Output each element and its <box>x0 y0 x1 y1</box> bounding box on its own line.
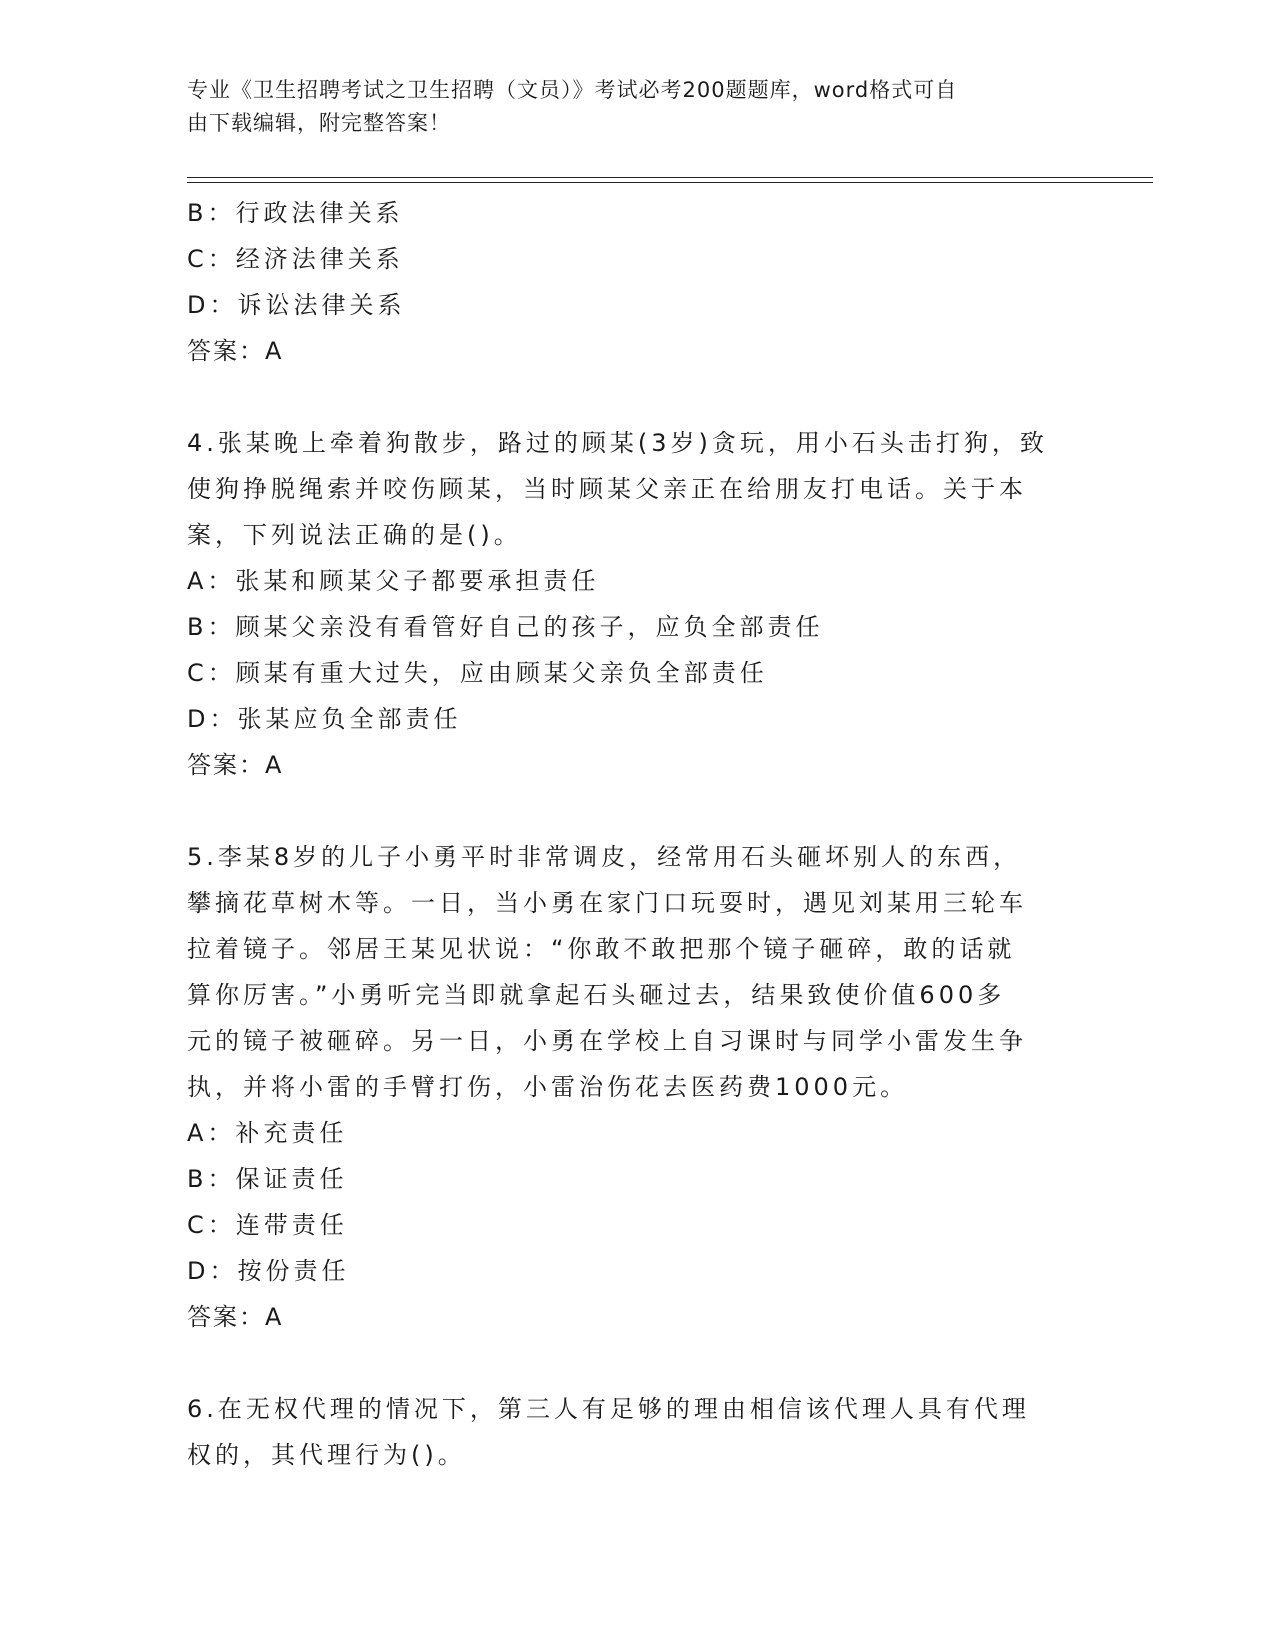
question-6 <box>187 1386 1087 1478</box>
q6-stem-line-2: 权的，其代理行为()。 <box>187 1441 466 1469</box>
q4-option-c: C：顾某有重大过失，应由顾某父亲负全部责任 <box>187 659 768 687</box>
q5-option-c: C：连带责任 <box>187 1211 348 1239</box>
q5-option-b: B：保证责任 <box>187 1165 348 1193</box>
q5-option-a: A：补充责任 <box>187 1119 348 1147</box>
q3-option-d: D：诉讼法律关系 <box>187 291 406 319</box>
spacer <box>187 374 1087 420</box>
header-divider-top <box>187 177 1153 178</box>
q4-option-a: A：张某和顾某父子都要承担责任 <box>187 567 600 595</box>
q5-stem-line-3: 拉着镜子。邻居王某见状说：“你敢不敢把那个镜子砸碎，敢的话就 <box>187 935 1016 963</box>
q4-answer: 答案：A <box>187 751 284 779</box>
question-3 <box>187 190 1087 374</box>
spacer <box>187 788 1087 834</box>
question-content <box>187 190 1087 1478</box>
q4-stem-line-2: 使狗挣脱绳索并咬伤顾某，当时顾某父亲正在给朋友打电话。关于本 <box>187 475 1027 503</box>
question-4 <box>187 420 1087 788</box>
q5-stem-line-2: 攀摘花草树木等。一日，当小勇在家门口玩耍时，遇见刘某用三轮车 <box>187 889 1027 917</box>
q5-stem-line-4: 算你厉害。”小勇听完当即就拿起石头砸过去，结果致使价值600多 <box>187 981 1006 1009</box>
document-header <box>187 74 1087 140</box>
q6-stem-line-1: 6.在无权代理的情况下，第三人有足够的理由相信该代理人具有代理 <box>187 1395 1030 1423</box>
question-5 <box>187 834 1087 1340</box>
q3-answer: 答案：A <box>187 337 284 365</box>
q5-stem-line-1: 5.李某8岁的儿子小勇平时非常调皮，经常用石头砸坏别人的东西， <box>187 843 1022 871</box>
header-divider-bottom <box>187 182 1153 183</box>
q3-option-c: C：经济法律关系 <box>187 245 404 273</box>
q5-answer: 答案：A <box>187 1303 284 1331</box>
q5-option-d: D：按份责任 <box>187 1257 350 1285</box>
q4-option-d: D：张某应负全部责任 <box>187 705 462 733</box>
spacer <box>187 1340 1087 1386</box>
q4-stem-line-1: 4.张某晚上牵着狗散步，路过的顾某(3岁)贪玩，用小石头击打狗，致 <box>187 429 1048 457</box>
header-line-1: 专业《卫生招聘考试之卫生招聘（文员）》考试必考200题题库，word格式可自 <box>187 78 958 102</box>
q4-stem-line-3: 案，下列说法正确的是()。 <box>187 521 522 549</box>
q3-option-b: B：行政法律关系 <box>187 199 404 227</box>
q5-stem-line-5: 元的镜子被砸碎。另一日，小勇在学校上自习课时与同学小雷发生争 <box>187 1027 1027 1055</box>
header-line-2: 由下载编辑，附完整答案！ <box>187 111 451 135</box>
q5-stem-line-6: 执，并将小雷的手臂打伤，小雷治伤花去医药费1000元。 <box>187 1073 909 1101</box>
q4-option-b: B：顾某父亲没有看管好自己的孩子，应负全部责任 <box>187 613 824 641</box>
